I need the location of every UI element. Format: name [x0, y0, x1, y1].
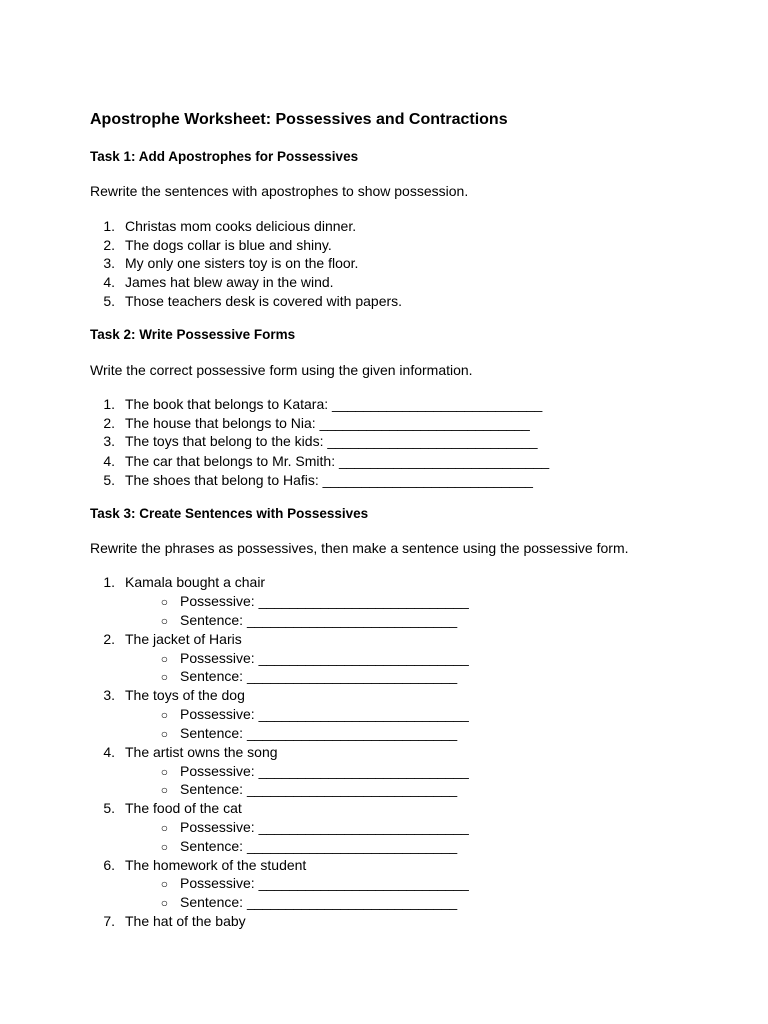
- list-number: 5.: [103, 800, 115, 816]
- possessive-prompt: Possessive: ___________________________: [180, 593, 469, 609]
- task1-item-2: [80, 236, 332, 254]
- list-item-text: The house that belongs to Nia: ___________________________: [125, 415, 530, 431]
- possessive-line: [90, 705, 469, 724]
- sentence-line: [90, 893, 457, 912]
- list-number: 1.: [103, 218, 115, 234]
- sentence-line: [90, 667, 457, 686]
- task3-item-4: [80, 743, 278, 761]
- list-number: 2.: [103, 237, 115, 253]
- possessive-line: [90, 649, 469, 668]
- list-item-text: The shoes that belong to Hafis: ___________________________: [125, 472, 533, 488]
- task1-item-5: [80, 292, 402, 310]
- possessive-prompt: Possessive: ___________________________: [180, 819, 469, 835]
- list-number: 1.: [103, 574, 115, 590]
- list-item-text: Kamala bought a chair: [125, 574, 266, 590]
- circle-bullet-icon: ○: [160, 708, 168, 722]
- possessive-line: [90, 818, 469, 837]
- circle-bullet-icon: ○: [160, 652, 168, 666]
- sentence-prompt: Sentence: ___________________________: [180, 668, 458, 684]
- list-number: 4.: [103, 744, 115, 760]
- list-number: 5.: [103, 472, 115, 488]
- list-item-text: The food of the cat: [125, 800, 242, 816]
- task2-item-2: [80, 414, 530, 432]
- task3-heading: Task 3: Create Sentences with Possessives: [90, 506, 369, 521]
- task1-item-4: [80, 273, 334, 291]
- sentence-line: [90, 611, 457, 630]
- sentence-prompt: Sentence: ___________________________: [180, 894, 458, 910]
- list-item-text: The artist owns the song: [125, 744, 278, 760]
- list-number: 3.: [103, 255, 115, 271]
- sentence-line: [90, 724, 457, 743]
- possessive-line: [90, 592, 469, 611]
- sentence-prompt: Sentence: ___________________________: [180, 781, 458, 797]
- list-number: 7.: [103, 913, 115, 929]
- list-number: 1.: [103, 396, 115, 412]
- possessive-line: [90, 874, 469, 893]
- task2-item-3: [80, 432, 538, 450]
- list-item-text: The toys that belong to the kids: ___________________________: [125, 433, 538, 449]
- circle-bullet-icon: ○: [160, 765, 168, 779]
- circle-bullet-icon: ○: [160, 896, 168, 910]
- task2-instruction: Write the correct possessive form using the given information.: [90, 362, 473, 378]
- list-item-text: The jacket of Haris: [125, 631, 242, 647]
- task3-item-7: [80, 912, 246, 930]
- task3-item-5: [80, 799, 242, 817]
- list-number: 6.: [103, 857, 115, 873]
- list-number: 5.: [103, 293, 115, 309]
- sentence-prompt: Sentence: ___________________________: [180, 725, 458, 741]
- list-number: 2.: [103, 415, 115, 431]
- task1-heading: Task 1: Add Apostrophes for Possessives: [90, 149, 359, 164]
- task1-item-3: [80, 254, 358, 272]
- circle-bullet-icon: ○: [160, 595, 168, 609]
- circle-bullet-icon: ○: [160, 840, 168, 854]
- list-number: 4.: [103, 453, 115, 469]
- sentence-line: [90, 780, 457, 799]
- task3-item-2: [80, 630, 242, 648]
- circle-bullet-icon: ○: [160, 877, 168, 891]
- task2-item-4: [80, 452, 549, 470]
- circle-bullet-icon: ○: [160, 783, 168, 797]
- task1-instruction: Rewrite the sentences with apostrophes to show possession.: [90, 183, 469, 199]
- circle-bullet-icon: ○: [160, 670, 168, 684]
- list-number: 3.: [103, 433, 115, 449]
- sentence-prompt: Sentence: ___________________________: [180, 838, 458, 854]
- sentence-prompt: Sentence: ___________________________: [180, 612, 458, 628]
- list-number: 3.: [103, 687, 115, 703]
- list-item-text: The car that belongs to Mr. Smith: ___________________________: [125, 453, 550, 469]
- task3-instruction: Rewrite the phrases as possessives, then make a sentence using the possessive form.: [90, 540, 629, 556]
- list-item-text: The toys of the dog: [125, 687, 245, 703]
- list-item-text: The hat of the baby: [125, 913, 246, 929]
- circle-bullet-icon: ○: [160, 614, 168, 628]
- list-item-text: James hat blew away in the wind.: [125, 274, 334, 290]
- possessive-prompt: Possessive: ___________________________: [180, 650, 469, 666]
- list-number: 4.: [103, 274, 115, 290]
- list-item-text: The dogs collar is blue and shiny.: [125, 237, 332, 253]
- possessive-prompt: Possessive: ___________________________: [180, 875, 469, 891]
- list-number: 2.: [103, 631, 115, 647]
- sentence-line: [90, 837, 457, 856]
- task2-item-1: [80, 395, 542, 413]
- possessive-prompt: Possessive: ___________________________: [180, 763, 469, 779]
- task3-item-1: [80, 573, 265, 591]
- task2-item-5: [80, 471, 533, 489]
- circle-bullet-icon: ○: [160, 727, 168, 741]
- list-item-text: The homework of the student: [125, 857, 307, 873]
- list-item-text: Christas mom cooks delicious dinner.: [125, 218, 357, 234]
- list-item-text: Those teachers desk is covered with papers.: [125, 293, 403, 309]
- list-item-text: The book that belongs to Katara: ___________________________: [125, 396, 543, 412]
- task3-item-3: [80, 686, 245, 704]
- page-title: Apostrophe Worksheet: Possessives and Contractions: [90, 111, 508, 128]
- possessive-prompt: Possessive: ___________________________: [180, 706, 469, 722]
- task2-heading: Task 2: Write Possessive Forms: [90, 327, 296, 342]
- list-item-text: My only one sisters toy is on the floor.: [125, 255, 359, 271]
- possessive-line: [90, 762, 469, 781]
- circle-bullet-icon: ○: [160, 821, 168, 835]
- task3-item-6: [80, 856, 306, 874]
- task1-item-1: [80, 217, 356, 235]
